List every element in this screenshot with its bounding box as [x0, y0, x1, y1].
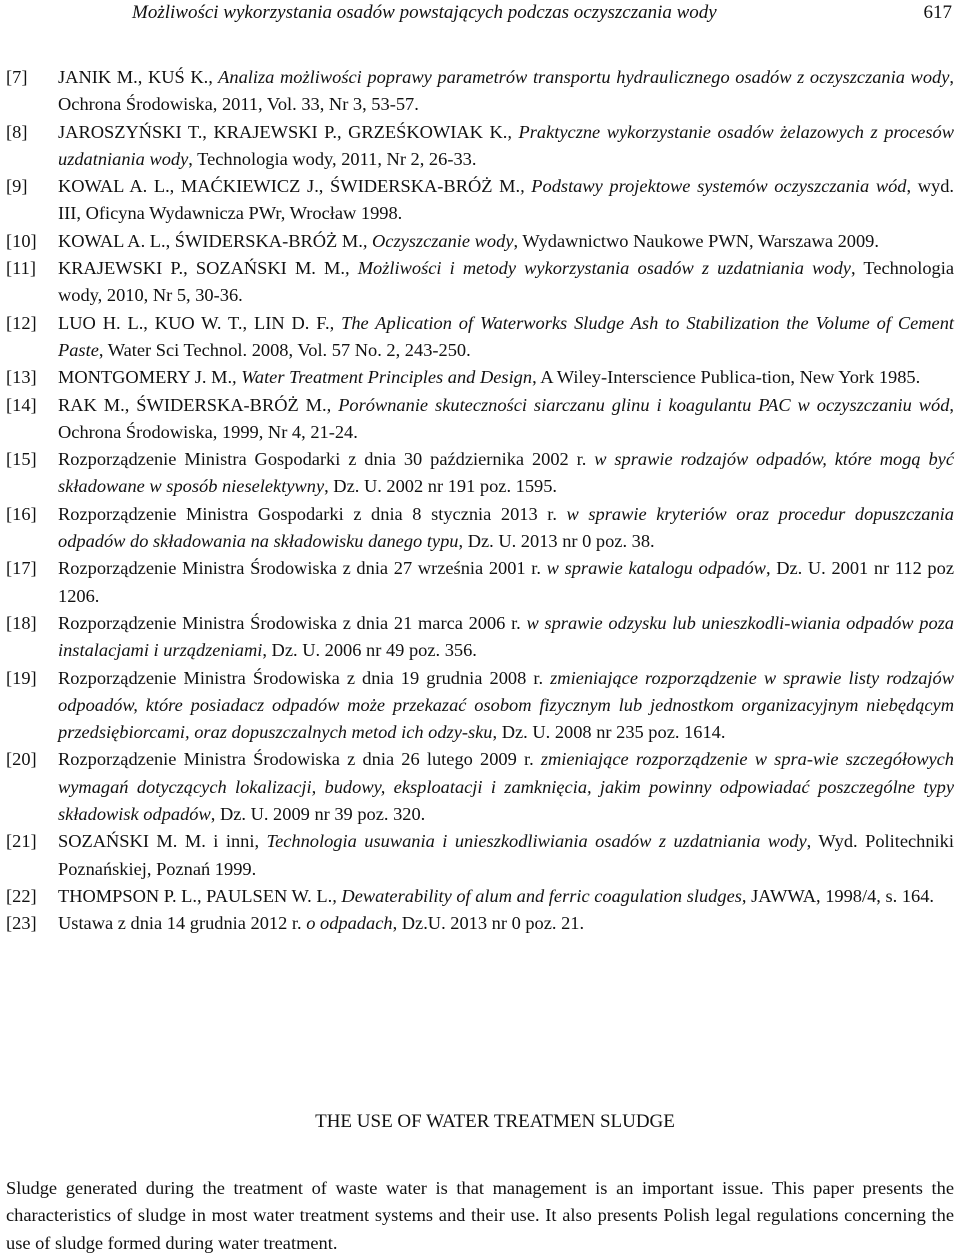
reference-text-part: , Dz. U. 2013 nr 0 poz. 38. — [458, 531, 655, 552]
reference-text-part: MONTGOMERY J. M. — [58, 367, 233, 388]
reference-title-italic: , The Aplication of Waterworks Sludge Ash to Stabilization the Volume of Cement Paste — [58, 312, 955, 360]
reference-text — [58, 364, 954, 391]
reference-text-part: KRAJEWSKI P., SOZAŃSKI M. M. — [58, 258, 345, 279]
reference-text-part: , Water Sci Technol. 2008, Vol. 57 No. 2, 243-250. — [98, 339, 471, 360]
reference-text-part: , Wyd. Politechniki Poznańskiej, Poznań 1999. — [58, 831, 954, 879]
reference-number: [21] — [6, 831, 37, 852]
reference-text-part: Rozporządzenie Ministra Środowiska z dnia 21 marca 2006 r. — [58, 612, 527, 633]
reference-number: [15] — [6, 449, 37, 470]
reference-number: [11] — [6, 258, 36, 279]
reference-item — [6, 883, 954, 910]
reference-number: [16] — [6, 503, 37, 524]
reference-text-part: SOZAŃSKI M. M. i inni, — [58, 831, 267, 852]
reference-number: [23] — [6, 913, 37, 934]
reference-text-part: Rozporządzenie Ministra Środowiska z dnia 19 grudnia 2008 r. — [58, 667, 551, 688]
reference-item — [6, 610, 954, 665]
reference-text-part: KOWAL A. L., MAĆKIEWICZ J., ŚWIDERSKA-BRÓŻ M. — [58, 176, 521, 197]
reference-text — [58, 310, 954, 365]
reference-text-part: KOWAL A. L., ŚWIDERSKA-BRÓŻ M. — [58, 230, 363, 251]
reference-text-part: , Ochrona Środowiska, 2011, Vol. 33, Nr 3, 53-57. — [58, 67, 954, 115]
reference-item — [6, 665, 954, 747]
reference-text-part: Rozporządzenie Ministra Środowiska z dnia 27 września 2001 r. — [58, 558, 547, 579]
reference-title-italic: , Analiza możliwości poprawy parametrów transportu hydraulicznego osadów z oczyszczania wody — [208, 67, 950, 87]
reference-title-italic: , Oczyszczanie wody — [362, 230, 514, 251]
reference-title-italic: o odpadach — [306, 913, 393, 934]
reference-number: [18] — [6, 612, 37, 633]
reference-text-part: , Dz. U. 2006 nr 49 poz. 356. — [262, 640, 477, 661]
abstract-title: THE USE OF WATER TREATMEN SLUDGE — [315, 1111, 675, 1132]
reference-item — [6, 828, 954, 883]
reference-text-part: JAROSZYŃSKI T., KRAJEWSKI P., GRZEŚKOWIAK K. — [58, 121, 508, 142]
reference-item — [6, 119, 954, 174]
reference-text — [58, 910, 954, 937]
page-number: 617 — [923, 2, 952, 23]
reference-text-part: , Dz. U. 2008 nr 235 poz. 1614. — [492, 722, 726, 743]
reference-item — [6, 310, 954, 365]
reference-title-italic: w sprawie odzysku lub unieszkodli-wiania odpadów poza instalacjami i urządzeniami — [58, 612, 954, 661]
reference-title-italic: , Możliwości i metody wykorzystania osadów z uzdatniania wody — [345, 258, 851, 279]
running-header — [0, 0, 960, 28]
reference-title-italic: , Porównanie skuteczności siarczanu glinu i koagulantu PAC w oczyszczaniu wód — [326, 394, 950, 415]
reference-text — [58, 665, 954, 747]
reference-text-part: Rozporządzenie Ministra Gospodarki z dnia 30 października 2002 r. — [58, 449, 595, 470]
reference-text-part: , Dz. U. 2002 nr 191 poz. 1595. — [324, 476, 558, 497]
reference-text — [58, 228, 954, 255]
reference-number: [9] — [6, 176, 28, 197]
reference-item — [6, 910, 954, 937]
reference-text — [58, 610, 954, 665]
reference-number: [8] — [6, 121, 28, 142]
reference-list — [6, 64, 954, 938]
reference-item — [6, 555, 954, 610]
running-title: Możliwości wykorzystania osadów powstających podczas oczyszczania wody — [132, 2, 717, 23]
reference-title-italic: w sprawie kryteriów oraz procedur dopuszczania odpadów do składowania na składowisku danego typu — [58, 503, 954, 552]
reference-title-italic: w sprawie katalogu odpadów — [546, 558, 766, 579]
reference-text — [58, 119, 954, 174]
reference-text-part: , Wydawnictwo Naukowe PWN, Warszawa 2009. — [513, 230, 879, 251]
reference-text-part: RAK M., ŚWIDERSKA-BRÓŻ M. — [58, 394, 327, 415]
reference-title-italic: , Podstawy projektowe systemów oczyszczania wód — [520, 176, 907, 197]
reference-text — [58, 883, 954, 910]
reference-text — [58, 746, 954, 828]
reference-title-italic: , Dewaterability of alum and ferric coagulation sludges — [332, 885, 742, 906]
reference-title-italic: zmieniające rozporządzenie w spra-wie szczegółowych wymagań dotyczących lokalizacji, budowy, eksploatacji i zamknięcia, jakim powinny odpowiadać poszczególne typy składowisk odpadów — [58, 749, 954, 825]
reference-text-part: , JAWWA, 1998/4, s. 164. — [741, 885, 935, 906]
reference-item — [6, 392, 954, 447]
reference-text-part: , Dz. U. 2009 nr 39 poz. 320. — [210, 804, 426, 825]
reference-text-part: , wyd. III, Oficyna Wydawnicza PWr, Wrocław 1998. — [58, 176, 955, 224]
reference-text-part: , Dz. U. 2001 nr 112 poz 1206. — [58, 558, 954, 606]
reference-text-part: , Technologia wody, 2011, Nr 2, 26-33. — [188, 148, 477, 169]
reference-number: [17] — [6, 558, 37, 579]
reference-text-part: JANIK M., KUŚ K. — [58, 67, 209, 87]
reference-text-part: , Dz.U. 2013 nr 0 poz. 21. — [392, 913, 585, 934]
reference-item — [6, 501, 954, 556]
reference-item — [6, 446, 954, 501]
reference-text-part: THOMPSON P. L., PAULSEN W. L. — [58, 885, 333, 906]
reference-text — [58, 392, 954, 447]
reference-item — [6, 173, 954, 228]
reference-number: [20] — [6, 749, 37, 770]
reference-text-part: , Ochrona Środowiska, 1999, Nr 4, 21-24. — [58, 394, 954, 442]
reference-text — [58, 64, 954, 119]
reference-text-part: Ustawa z dnia 14 grudnia 2012 r. — [58, 913, 307, 934]
reference-text — [58, 446, 954, 501]
reference-title-italic: zmieniające rozporządzenie w sprawie listy rodzajów odpoadów, które posiadacz odpadów może przekazać osobom fizycznym lub jednostkom organizacyjnym niebędącym przedsiębiorcami, oraz dopuszczalnych metod ich odzy-sku — [58, 667, 954, 743]
reference-text-part: , A Wiley-Interscience Publica-tion, New York 1985. — [532, 367, 921, 388]
reference-number: [12] — [6, 312, 37, 333]
reference-text — [58, 173, 954, 228]
reference-text — [58, 555, 954, 610]
reference-title-italic: , Water Treatment Principles and Design — [232, 367, 533, 388]
reference-text-part: LUO H. L., KUO W. T., LIN D. F. — [58, 312, 330, 333]
reference-number: [22] — [6, 885, 37, 906]
reference-item — [6, 64, 954, 119]
reference-item — [6, 746, 954, 828]
reference-text — [58, 255, 954, 310]
reference-number: [10] — [6, 230, 37, 251]
reference-title-italic: Technologia usuwania i unieszkodliwiania osadów z uzdatniania wody — [266, 831, 807, 852]
reference-text — [58, 501, 954, 556]
abstract-body: Sludge generated during the treatment of waste water is that management is an important issue. This paper presents the characteristics of sludge in most water treatment systems and their use. It also presents Polish legal regulations concerning the use of sludge formed during water treatment. — [6, 1178, 954, 1253]
reference-text-part: Rozporządzenie Ministra Środowiska z dnia 26 lutego 2009 r. — [58, 749, 541, 770]
reference-title-italic: w sprawie rodzajów odpadów, które mogą być składowane w sposób nieselektywny — [58, 449, 955, 497]
reference-number: [14] — [6, 394, 37, 415]
reference-number: [13] — [6, 367, 37, 388]
reference-item — [6, 228, 954, 255]
reference-title-italic: , Praktyczne wykorzystanie osadów żelazowych z procesów uzdatniania wody — [58, 121, 954, 169]
reference-number: [19] — [6, 667, 37, 688]
reference-item — [6, 364, 954, 391]
reference-text-part: Rozporządzenie Ministra Gospodarki z dnia 8 stycznia 2013 r. — [58, 503, 567, 524]
reference-text — [58, 828, 954, 883]
reference-item — [6, 255, 954, 310]
reference-text-part: , Technologia wody, 2010, Nr 5, 30-36. — [58, 258, 955, 306]
reference-number: [7] — [6, 67, 28, 87]
